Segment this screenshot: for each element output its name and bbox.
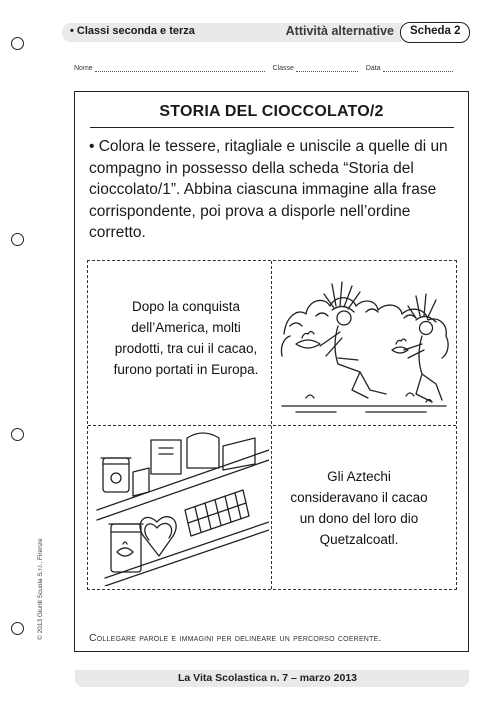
student-info-row: [74, 64, 453, 72]
binder-hole-2: [11, 233, 24, 246]
grade-label: • Classi seconda e terza: [70, 25, 195, 37]
binder-hole-3: [11, 428, 24, 441]
card-text-aztecs: Gli Aztechi consideravano il cacao un dono del loro dio Quetzalcoatl.: [290, 469, 428, 547]
binder-hole-4: [11, 622, 24, 635]
header-bar: [62, 23, 464, 42]
grade-tab: [62, 23, 272, 42]
binder-hole-1: [11, 37, 24, 50]
teacher-note: Collegare parole e immagini per delineare un percorso coerente.: [89, 632, 382, 644]
sheet-label: Scheda 2: [410, 25, 461, 37]
title-divider: [90, 127, 454, 128]
sheet-badge: [400, 22, 470, 43]
name-field[interactable]: [95, 64, 265, 72]
section-tab: [272, 23, 402, 42]
date-label: Data: [365, 65, 381, 72]
footer-label: La Vita Scolastica n. 7 – marzo 2013: [178, 672, 357, 684]
name-label: Nome: [74, 65, 93, 72]
aztecs-illustration: [276, 266, 452, 420]
page-title: STORIA DEL CIOCCOLATO/2: [159, 103, 384, 120]
section-label: Attività alternative: [285, 24, 394, 38]
cut-line-horizontal: [88, 425, 456, 426]
footer-bar: [75, 670, 469, 687]
chocolate-shelf-illustration: [93, 428, 269, 586]
date-field[interactable]: [383, 64, 453, 72]
card-text-europe: Dopo la conquista dell’America, molti prodotti, tra cui il cacao, furono portati in Europa.: [113, 299, 259, 377]
class-label: Classe: [272, 65, 294, 72]
copyright-credit: © 2013 Giunti Scuola S.r.l., Firenze: [37, 538, 44, 640]
class-field[interactable]: [296, 64, 358, 72]
instruction-text: • Colora le tessere, ritagliale e uniscile a quelle di un compagno in possesso della scheda “Storia del cioccolato/1”. Abbina ciascuna immagine alla frase corrispondente, poi prova a disporle nell’ordine corretto.: [89, 138, 448, 241]
